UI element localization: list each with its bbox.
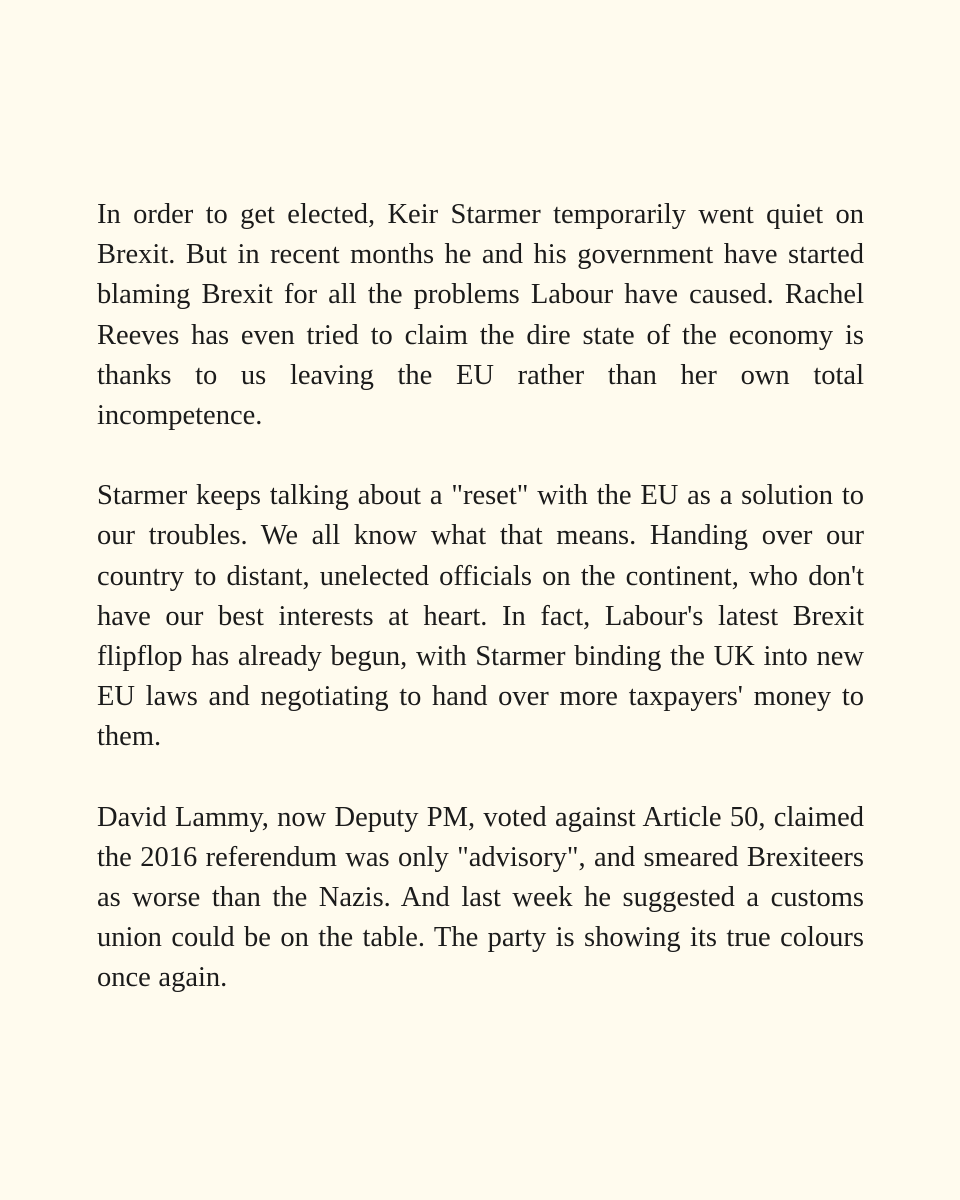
paragraph-2: Starmer keeps talking about a "reset" with the EU as a solution to our troubles. We all know what that means. Handing over our country to distant, unelected officials on the continent, who don't have our best interests at heart. In fact, Labour's latest Brexit flipflop has already begun, with Starmer binding the UK into new EU laws and negotiating to hand over more taxpayers' money to them.	[97, 480, 864, 753]
paragraph-3: David Lammy, now Deputy PM, voted against Article 50, claimed the 2016 referendum was only "advisory", and smeared Brexiteers as worse than the Nazis. And last week he suggested a customs union could be on the table. The party is showing its true colours once again.	[97, 801, 864, 994]
paragraph-1: In order to get elected, Keir Starmer temporarily went quiet on Brexit. But in recent months he and his government have started blaming Brexit for all the problems Labour have caused. Rachel Reeves has even tried to claim the dire state of the economy is thanks to us leaving the EU rather than her own total incompetence.	[97, 199, 864, 432]
